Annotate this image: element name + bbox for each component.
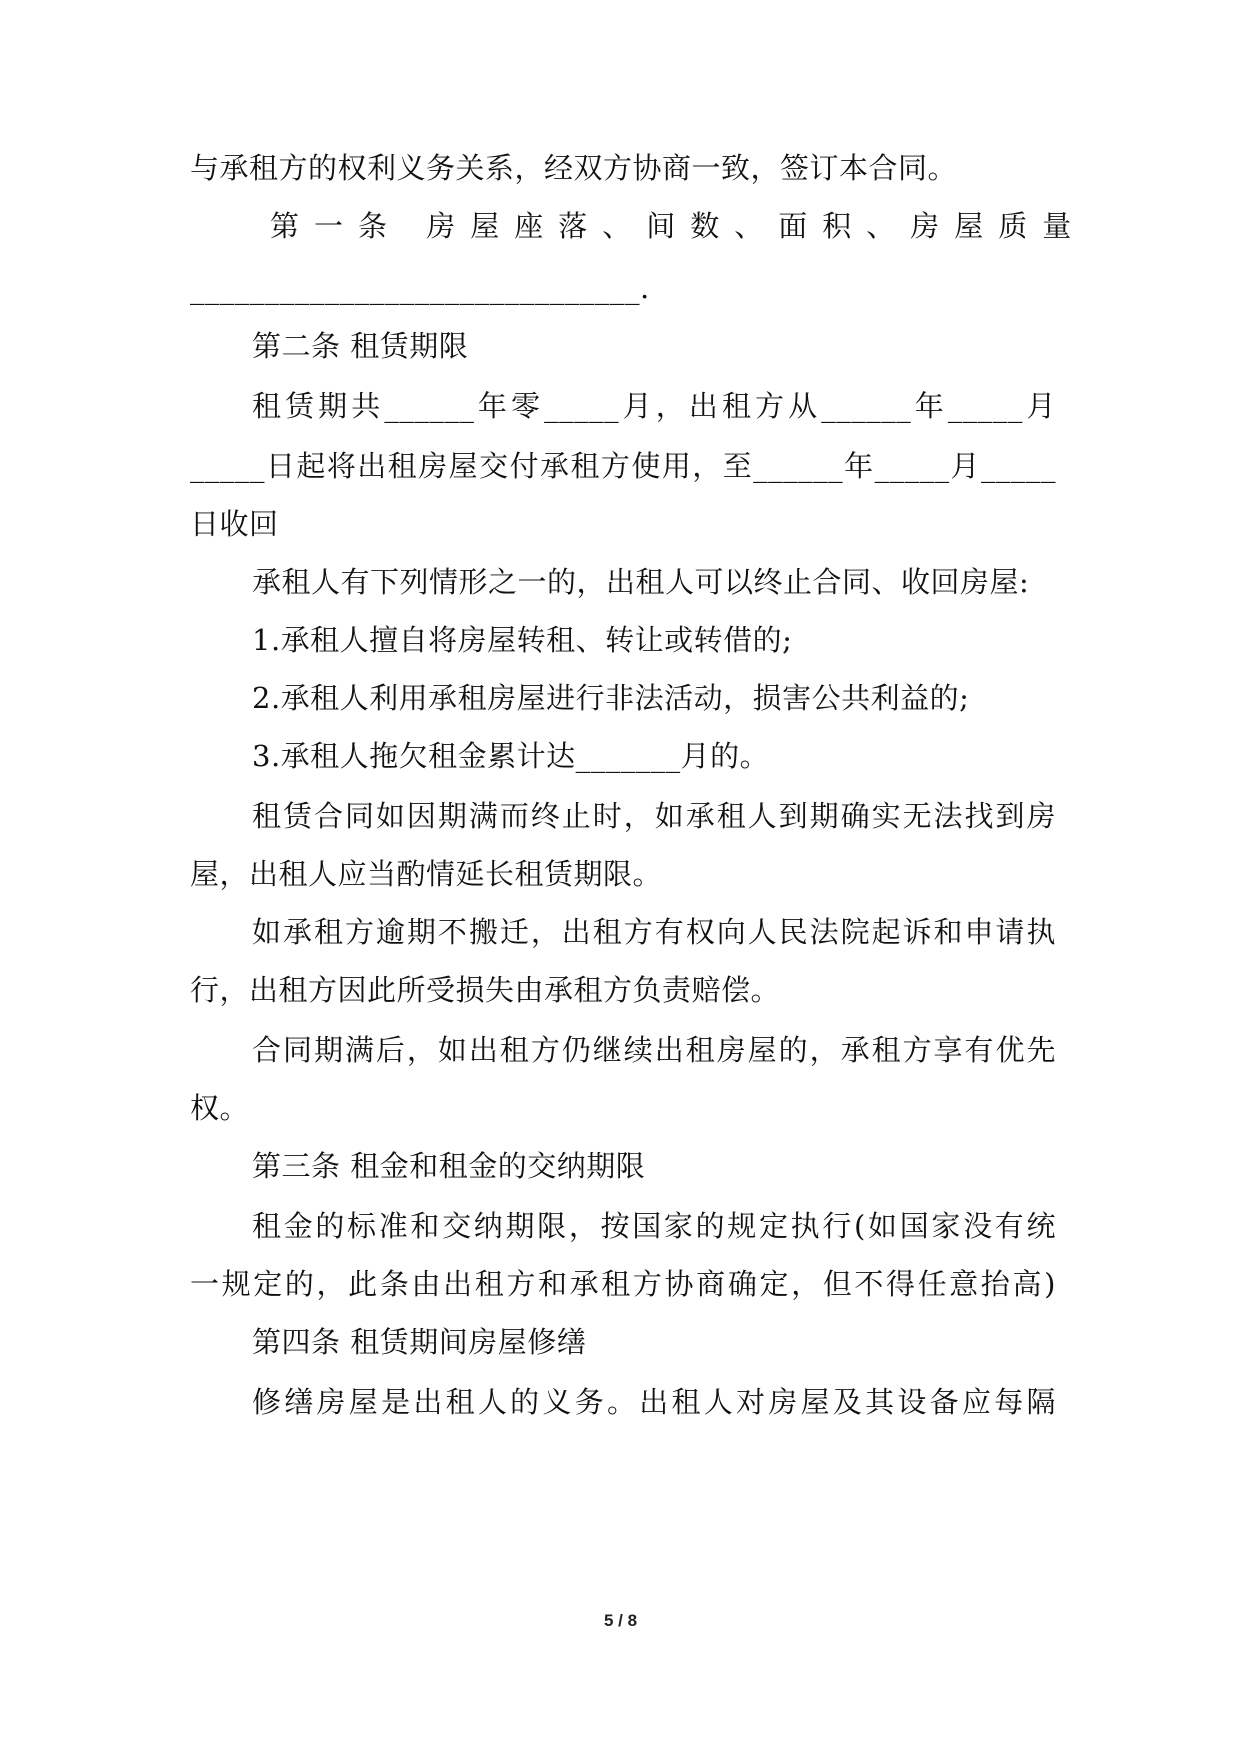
text-line: 屋，出租人应当酌情延长租赁期限。 — [190, 857, 663, 891]
text-line: 权。 — [190, 1091, 250, 1125]
list-item: 2.承租人利用承租房屋进行非法活动，损害公共利益的; — [252, 681, 970, 715]
article-1-heading: 第一条 房屋座落、间数、面积、房屋质量 — [270, 209, 1087, 243]
text-line: 行，出租方因此所受损失由承租方负责赔偿。 — [190, 973, 781, 1007]
article-4-heading: 第四条 租赁期间房屋修缮 — [252, 1325, 587, 1359]
article-3-heading: 第三条 租金和租金的交纳期限 — [252, 1149, 646, 1183]
text-line: 租赁合同如因期满而终止时，如承租人到期确实无法找到房 — [252, 799, 1056, 833]
text-line: 修缮房屋是出租人的义务。出租人对房屋及其设备应每隔 — [252, 1385, 1056, 1419]
page-number: 5 / 8 — [603, 1611, 638, 1630]
text-line: 一规定的，此条由出租方和承租方协商确定，但不得任意抬高) — [190, 1267, 1056, 1301]
text-line: 承租人有下列情形之一的，出租人可以终止合同、收回房屋: — [252, 565, 1030, 599]
text-line: ______________________________. — [190, 271, 650, 305]
list-item: 3.承租人拖欠租金累计达_______月的。 — [252, 739, 770, 773]
text-line: 合同期满后，如出租方仍继续出租房屋的，承租方享有优先 — [252, 1033, 1056, 1067]
text-line: 与承租方的权利义务关系，经双方协商一致，签订本合同。 — [190, 151, 958, 185]
text-line: 租金的标准和交纳期限，按国家的规定执行(如国家没有统 — [252, 1209, 1056, 1243]
text-line: 如承租方逾期不搬迁，出租方有权向人民法院起诉和申请执 — [252, 915, 1056, 949]
list-item: 1.承租人擅自将房屋转租、转让或转借的; — [252, 623, 793, 657]
text-line: 日收回 — [190, 507, 279, 541]
text-line: 租赁期共______年零_____月，出租方从______年_____月 — [252, 389, 1056, 423]
text-line: _____日起将出租房屋交付承租方使用，至______年_____月_____ — [190, 449, 1056, 483]
article-2-heading: 第二条 租赁期限 — [252, 329, 469, 363]
